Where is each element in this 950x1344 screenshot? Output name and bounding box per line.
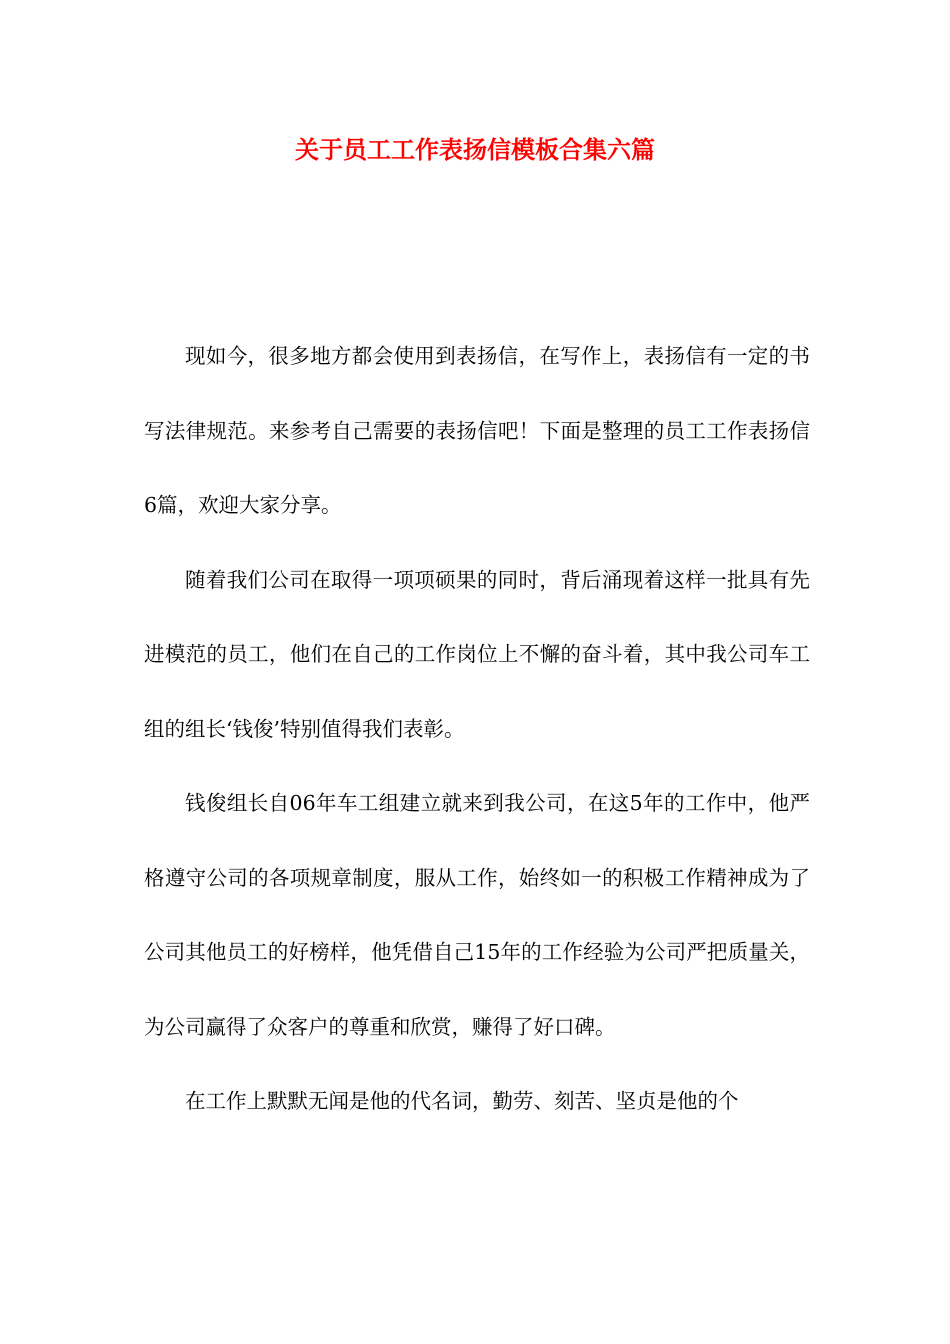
paragraph-work-attitude: 在工作上默默无闻是他的代名词，勤劳、刻苦、坚贞是他的个: [185, 1089, 739, 1113]
document-title: 关于员工工作表扬信模板合集六篇: [295, 136, 655, 164]
paragraph-company-achievements: 随着我们公司在取得一项项硕果的同时，背后涌现着这样一批具有先进模范的员工，他们在自己的工作岗位上不懈的奋斗着，其中我公司车工组的组长‘钱俊’特别值得我们表彰。: [144, 567, 810, 741]
paragraph-intro: 现如今，很多地方都会使用到表扬信，在写作上，表扬信有一定的书写法律规范。来参考自己需要的表扬信吧！下面是整理的员工工作表扬信6篇，欢迎大家分享。: [144, 344, 810, 517]
document-body: [144, 319, 810, 1139]
paragraph-employee-merits: 钱俊组长自06年车工组建立就来到我公司，在这5年的工作中，他严格遵守公司的各项规章制度，服从工作，始终如一的积极工作精神成为了公司其他员工的好榜样，他凭借自己15年的工作经验为公司严把质量关，为公司赢得了众客户的尊重和欣赏，赚得了好口碑。: [144, 791, 810, 1039]
